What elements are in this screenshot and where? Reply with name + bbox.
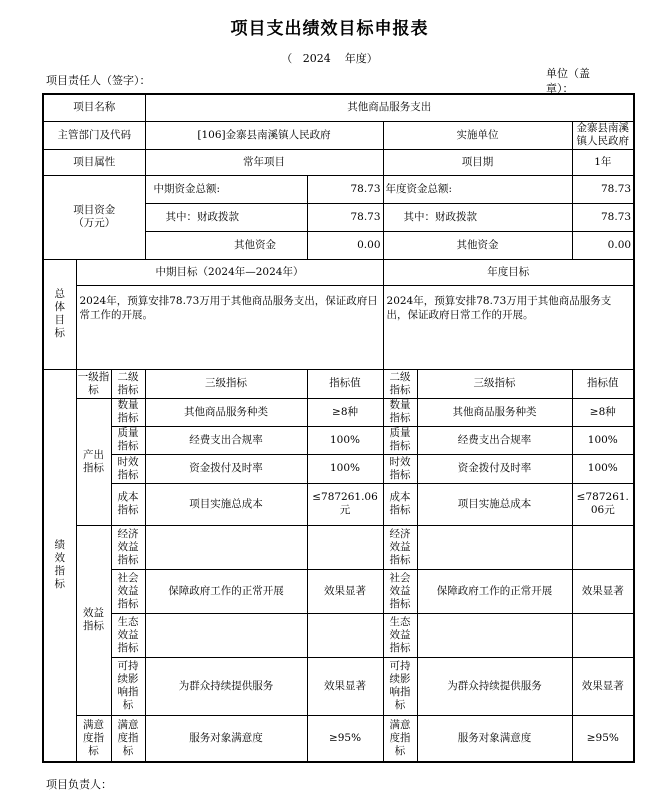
mid-indicator-l3: 经费支出合规率: [145, 426, 307, 454]
mid-other-value: 0.00: [307, 231, 383, 259]
mid-indicator-value: [307, 525, 383, 569]
annual-indicator-value: [572, 613, 634, 657]
mid-indicator-l2: 社会效益指标: [111, 569, 145, 613]
annual-indicator-l3: 资金拨付及时率: [417, 454, 572, 483]
annual-indicator-l2: 成本指标: [383, 483, 417, 525]
annual-indicator-l3: 服务对象满意度: [417, 715, 572, 762]
annual-indicator-l3: [417, 525, 572, 569]
annual-level3-header: 三级指标: [417, 369, 572, 398]
annual-indicator-value: [572, 525, 634, 569]
mid-level3-header: 三级指标: [145, 369, 307, 398]
fiscal-year: [0, 50, 659, 66]
performance-indicator-label: 绩效指标: [43, 369, 76, 762]
annual-indicator-value: 100%: [572, 426, 634, 454]
mid-indicator-value: 100%: [307, 454, 383, 483]
mid-level2-header: 二级指标: [111, 369, 145, 398]
mid-indicator-value: 100%: [307, 426, 383, 454]
annual-other-label: 其他资金: [383, 231, 572, 259]
annual-fiscal-value: 78.73: [572, 203, 634, 231]
mid-other-label: 其他资金: [145, 231, 307, 259]
annual-indicator-l2: 数量指标: [383, 398, 417, 426]
mid-fiscal-value: 78.73: [307, 203, 383, 231]
level1-header: 一级指标: [76, 369, 111, 398]
overall-goal-label: 总体目标: [43, 259, 76, 369]
mid-indicator-l3: [145, 613, 307, 657]
project-name-label: 项目名称: [43, 94, 145, 121]
annual-indicator-l2: 满意度指标: [383, 715, 417, 762]
page-title: 项目支出绩效目标申报表: [230, 19, 429, 39]
mid-indicator-l3: 服务对象满意度: [145, 715, 307, 762]
mid-indicator-l3: 保障政府工作的正常开展: [145, 569, 307, 613]
annual-total-label: 年度资金总额:: [383, 175, 572, 203]
mid-indicator-l2: 数量指标: [111, 398, 145, 426]
annual-indicator-l3: 其他商品服务种类: [417, 398, 572, 426]
annual-indicator-l2: 经济效益指标: [383, 525, 417, 569]
mid-indicator-value: ≤787261.06元: [307, 483, 383, 525]
mid-fiscal-label: 其中：财政拨款: [145, 203, 307, 231]
annual-fiscal-label: 其中：财政拨款: [383, 203, 572, 231]
annual-other-value: 0.00: [572, 231, 634, 259]
project-name-value: 其他商品服务支出: [145, 94, 634, 121]
satisfaction-indicator-label: 满意度指标: [76, 715, 111, 762]
mid-goal-text: 2024年，预算安排78.73万用于其他商品服务支出，保证政府日常工作的开展。: [76, 285, 383, 369]
annual-indicator-l2: 可持续影响指标: [383, 657, 417, 715]
annual-indicator-value: 100%: [572, 454, 634, 483]
mid-indicator-value: 效果显著: [307, 657, 383, 715]
annual-goal-header: 年度目标: [383, 259, 634, 285]
mid-indicator-l2: 可持续影响指标: [111, 657, 145, 715]
annual-indicator-l2: 质量指标: [383, 426, 417, 454]
annual-indicator-value: ≥8种: [572, 398, 634, 426]
annual-indicator-value: 效果显著: [572, 569, 634, 613]
output-indicator-label: 产出指标: [76, 398, 111, 525]
responsible-signature-label: 项目责任人（签字）：: [46, 74, 151, 87]
mid-total-label: 中期资金总额:: [145, 175, 307, 203]
project-period-label: 项目期: [383, 149, 572, 175]
project-period-value: 1年: [572, 149, 634, 175]
mid-indicator-l2: 满意度指标: [111, 715, 145, 762]
annual-indicator-l3: [417, 613, 572, 657]
mid-indicator-l2: 质量指标: [111, 426, 145, 454]
mid-indicator-l2: 时效指标: [111, 454, 145, 483]
dept-label: 主管部门及代码: [43, 121, 145, 149]
annual-indicator-value: 效果显著: [572, 657, 634, 715]
annual-total-value: 78.73: [572, 175, 634, 203]
annual-indicator-l2: 生态效益指标: [383, 613, 417, 657]
benefit-indicator-label: 效益指标: [76, 525, 111, 715]
year-value: 2024: [302, 52, 331, 65]
year-prefix: （: [281, 52, 293, 65]
mid-indicator-value: ≥95%: [307, 715, 383, 762]
mid-indicator-value: 效果显著: [307, 569, 383, 613]
mid-indicator-l3: [145, 525, 307, 569]
annual-indicator-l3: 项目实施总成本: [417, 483, 572, 525]
annual-indicator-value: ≥95%: [572, 715, 634, 762]
annual-level2-header: 二级指标: [383, 369, 417, 398]
funds-label: 项目资金（万元）: [43, 175, 145, 259]
unit-seal-label: 单位（盖章）：: [546, 67, 590, 95]
mid-indicator-l2: 经济效益指标: [111, 525, 145, 569]
mid-indicator-l2: 成本指标: [111, 483, 145, 525]
mid-indicator-value: [307, 613, 383, 657]
mid-indicator-l3: 其他商品服务种类: [145, 398, 307, 426]
mid-indicator-l3: 项目实施总成本: [145, 483, 307, 525]
mid-indicator-l2: 生态效益指标: [111, 613, 145, 657]
annual-value-header: 指标值: [572, 369, 634, 398]
mid-indicator-l3: 为群众持续提供服务: [145, 657, 307, 715]
mid-value-header: 指标值: [307, 369, 383, 398]
mid-goal-header: 中期目标（2024年—2024年）: [76, 259, 383, 285]
project-attr-value: 常年项目: [145, 149, 383, 175]
project-owner-label: 项目负责人：: [46, 778, 112, 791]
annual-indicator-l3: 经费支出合规率: [417, 426, 572, 454]
annual-indicator-l3: 保障政府工作的正常开展: [417, 569, 572, 613]
annual-indicator-value: ≤787261.06元: [572, 483, 634, 525]
mid-indicator-value: ≥8种: [307, 398, 383, 426]
impl-unit-value: 金寨县南溪镇人民政府: [572, 121, 634, 149]
annual-goal-text: 2024年，预算安排78.73万用于其他商品服务支出，保证政府日常工作的开展。: [383, 285, 634, 369]
annual-indicator-l2: 时效指标: [383, 454, 417, 483]
mid-total-value: 78.73: [307, 175, 383, 203]
annual-indicator-l3: 为群众持续提供服务: [417, 657, 572, 715]
impl-unit-label: 实施单位: [383, 121, 572, 149]
mid-indicator-l3: 资金拨付及时率: [145, 454, 307, 483]
annual-indicator-l2: 社会效益指标: [383, 569, 417, 613]
dept-value: [106]金寨县南溪镇人民政府: [145, 121, 383, 149]
year-suffix: 年度）: [344, 52, 378, 65]
project-attr-label: 项目属性: [43, 149, 145, 175]
performance-goal-table: [42, 93, 635, 763]
